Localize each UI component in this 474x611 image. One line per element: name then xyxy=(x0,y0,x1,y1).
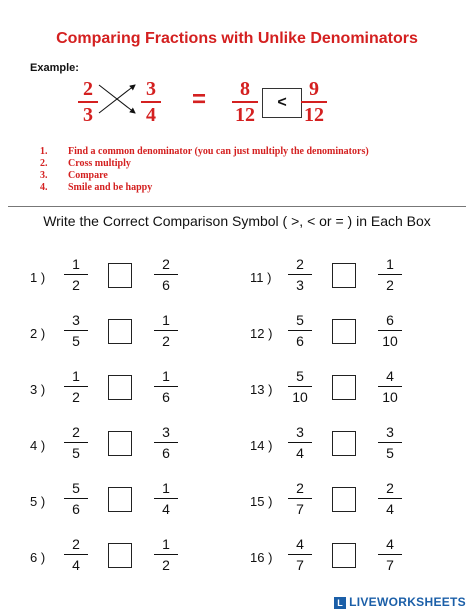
step-item xyxy=(40,170,369,182)
answer-box[interactable] xyxy=(108,543,132,568)
answer-box[interactable] xyxy=(332,487,356,512)
problem-14 xyxy=(250,424,420,468)
footer-brand xyxy=(334,595,466,609)
problem-label: 3 ) xyxy=(30,382,46,397)
problem-label: 12 ) xyxy=(250,326,273,341)
fraction-left xyxy=(64,536,88,573)
fraction-bar xyxy=(154,442,178,443)
example-equivalent-left xyxy=(232,78,258,126)
denominator: 4 xyxy=(386,501,394,517)
problem-label: 13 ) xyxy=(250,382,273,397)
fraction-left xyxy=(288,256,312,293)
denominator: 5 xyxy=(72,333,80,349)
fraction-bar xyxy=(64,554,88,555)
equals-sign: = xyxy=(192,86,207,113)
answer-box[interactable] xyxy=(332,319,356,344)
step-item xyxy=(40,182,369,194)
numerator: 1 xyxy=(72,368,80,384)
footer-text: LIVEWORKSHEETS xyxy=(349,595,466,609)
answer-box[interactable] xyxy=(332,263,356,288)
numerator: 3 xyxy=(296,424,304,440)
answer-box[interactable] xyxy=(108,431,132,456)
denominator: 4 xyxy=(296,445,304,461)
numerator: 4 xyxy=(386,368,394,384)
fraction-bar xyxy=(141,101,161,103)
example-comparison-box: < xyxy=(262,88,302,118)
problem-6 xyxy=(30,536,200,580)
denominator: 4 xyxy=(72,557,80,573)
fraction-bar xyxy=(64,386,88,387)
numerator: 3 xyxy=(146,78,156,100)
denominator: 4 xyxy=(162,501,170,517)
problem-label: 1 ) xyxy=(30,270,46,285)
denominator: 5 xyxy=(386,445,394,461)
fraction-bar xyxy=(301,101,327,103)
problem-label: 6 ) xyxy=(30,550,46,565)
fraction-left xyxy=(288,368,312,405)
worksheet-title: Comparing Fractions with Unlike Denominators xyxy=(56,30,418,47)
numerator: 5 xyxy=(72,480,80,496)
step-text: Cross multiply xyxy=(68,158,131,169)
denominator: 10 xyxy=(292,389,308,405)
numerator: 2 xyxy=(386,480,394,496)
fraction-left xyxy=(64,480,88,517)
fraction-left xyxy=(64,312,88,349)
problem-11 xyxy=(250,256,420,300)
liveworksheets-logo-icon: L xyxy=(334,597,346,609)
step-item xyxy=(40,146,369,158)
answer-box[interactable] xyxy=(332,543,356,568)
fraction-bar xyxy=(288,386,312,387)
fraction-right xyxy=(154,536,178,573)
example-label: Example: xyxy=(30,62,79,74)
problem-label: 5 ) xyxy=(30,494,46,509)
step-number: 2. xyxy=(40,158,48,169)
denominator: 2 xyxy=(72,277,80,293)
fraction-left xyxy=(64,424,88,461)
denominator: 3 xyxy=(296,277,304,293)
fraction-bar xyxy=(288,498,312,499)
fraction-bar xyxy=(378,554,402,555)
denominator: 7 xyxy=(296,557,304,573)
answer-box[interactable] xyxy=(332,431,356,456)
fraction-right xyxy=(154,312,178,349)
step-number: 1. xyxy=(40,146,48,157)
fraction-left xyxy=(64,256,88,293)
fraction-right xyxy=(378,424,402,461)
denominator: 6 xyxy=(162,277,170,293)
denominator: 2 xyxy=(162,333,170,349)
problem-label: 2 ) xyxy=(30,326,46,341)
numerator: 2 xyxy=(296,256,304,272)
fraction-left xyxy=(64,368,88,405)
fraction-right xyxy=(154,424,178,461)
denominator: 7 xyxy=(386,557,394,573)
problem-label: 16 ) xyxy=(250,550,273,565)
denominator: 6 xyxy=(296,333,304,349)
fraction-bar xyxy=(154,554,178,555)
numerator: 3 xyxy=(386,424,394,440)
step-text: Compare xyxy=(68,170,108,181)
answer-box[interactable] xyxy=(108,263,132,288)
problem-1 xyxy=(30,256,200,300)
step-item xyxy=(40,158,369,170)
step-number: 3. xyxy=(40,170,48,181)
fraction-bar xyxy=(154,386,178,387)
fraction-right xyxy=(378,536,402,573)
fraction-right xyxy=(154,368,178,405)
problem-12 xyxy=(250,312,420,356)
fraction-bar xyxy=(378,274,402,275)
step-number: 4. xyxy=(40,182,48,193)
fraction-left xyxy=(288,424,312,461)
fraction-right xyxy=(154,480,178,517)
fraction-bar xyxy=(64,274,88,275)
numerator: 4 xyxy=(386,536,394,552)
answer-box[interactable] xyxy=(332,375,356,400)
problem-label: 11 ) xyxy=(250,270,272,285)
problem-3 xyxy=(30,368,200,412)
fraction-right xyxy=(378,368,402,405)
denominator: 6 xyxy=(72,501,80,517)
fraction-bar xyxy=(378,442,402,443)
denominator: 2 xyxy=(72,389,80,405)
problem-13 xyxy=(250,368,420,412)
numerator: 4 xyxy=(296,536,304,552)
steps-list xyxy=(40,146,369,194)
denominator: 5 xyxy=(72,445,80,461)
numerator: 2 xyxy=(296,480,304,496)
answer-box[interactable] xyxy=(108,375,132,400)
fraction-left xyxy=(288,480,312,517)
problem-4 xyxy=(30,424,200,468)
cross-multiply-arrows-icon xyxy=(95,79,139,119)
numerator: 1 xyxy=(162,368,170,384)
fraction-bar xyxy=(154,330,178,331)
fraction-right xyxy=(154,256,178,293)
numerator: 5 xyxy=(296,312,304,328)
denominator: 4 xyxy=(146,104,156,126)
step-text: Smile and be happy xyxy=(68,182,153,193)
denominator: 10 xyxy=(382,333,398,349)
numerator: 1 xyxy=(162,312,170,328)
denominator: 2 xyxy=(162,557,170,573)
denominator: 10 xyxy=(382,389,398,405)
answer-box[interactable] xyxy=(108,487,132,512)
numerator: 1 xyxy=(162,480,170,496)
numerator: 3 xyxy=(72,312,80,328)
numerator: 2 xyxy=(162,256,170,272)
numerator: 2 xyxy=(83,78,93,100)
fraction-bar xyxy=(288,330,312,331)
fraction-bar xyxy=(64,442,88,443)
problem-5 xyxy=(30,480,200,524)
numerator: 2 xyxy=(72,536,80,552)
fraction-bar xyxy=(288,442,312,443)
problem-label: 15 ) xyxy=(250,494,273,509)
fraction-bar xyxy=(154,274,178,275)
denominator: 12 xyxy=(304,104,324,126)
fraction-left xyxy=(288,312,312,349)
section-divider xyxy=(8,206,466,207)
instructions: Write the Correct Comparison Symbol ( >, < or = ) in Each Box xyxy=(43,213,431,229)
fraction-bar xyxy=(232,101,258,103)
problem-16 xyxy=(250,536,420,580)
fraction-bar xyxy=(288,274,312,275)
numerator: 8 xyxy=(240,78,250,100)
problem-label: 14 ) xyxy=(250,438,273,453)
step-text: Find a common denominator (you can just multiply the denominators) xyxy=(68,146,369,157)
fraction-bar xyxy=(378,386,402,387)
denominator: 6 xyxy=(162,389,170,405)
problem-label: 4 ) xyxy=(30,438,46,453)
denominator: 2 xyxy=(386,277,394,293)
numerator: 1 xyxy=(72,256,80,272)
denominator: 7 xyxy=(296,501,304,517)
numerator: 1 xyxy=(162,536,170,552)
fraction-right xyxy=(378,312,402,349)
problem-2 xyxy=(30,312,200,356)
denominator: 12 xyxy=(235,104,255,126)
example-equivalent-right xyxy=(301,78,327,126)
fraction-left xyxy=(288,536,312,573)
answer-box[interactable] xyxy=(108,319,132,344)
fraction-bar xyxy=(64,498,88,499)
fraction-bar xyxy=(154,498,178,499)
numerator: 6 xyxy=(386,312,394,328)
fraction-bar xyxy=(288,554,312,555)
example-fraction-right xyxy=(141,78,161,126)
numerator: 9 xyxy=(309,78,319,100)
problem-15 xyxy=(250,480,420,524)
fraction-bar xyxy=(64,330,88,331)
fraction-right xyxy=(378,480,402,517)
fraction-bar xyxy=(378,330,402,331)
fraction-bar xyxy=(378,498,402,499)
numerator: 1 xyxy=(386,256,394,272)
numerator: 2 xyxy=(72,424,80,440)
fraction-right xyxy=(378,256,402,293)
denominator: 6 xyxy=(162,445,170,461)
numerator: 5 xyxy=(296,368,304,384)
numerator: 3 xyxy=(162,424,170,440)
denominator: 3 xyxy=(83,104,93,126)
